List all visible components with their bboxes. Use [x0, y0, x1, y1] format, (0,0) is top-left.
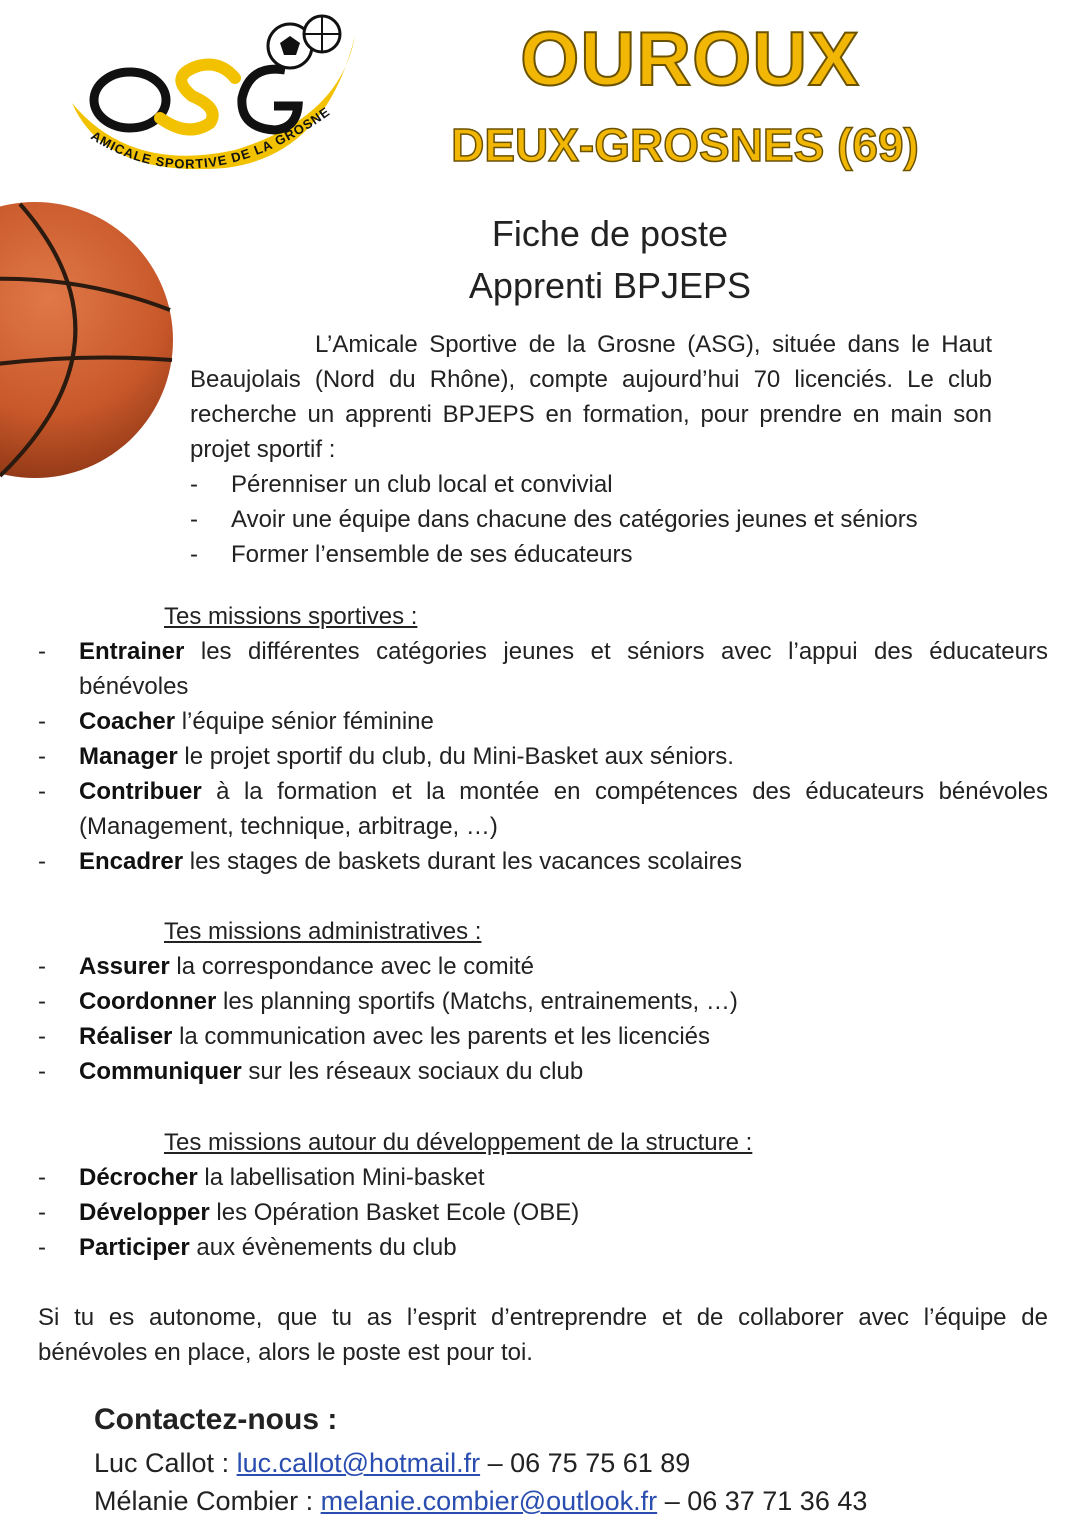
- mission-text: la labellisation Mini-basket: [197, 1164, 485, 1191]
- development-missions-list: [38, 1160, 1048, 1265]
- contact-block: [94, 1400, 994, 1520]
- mission-text: la correspondance avec le comité: [169, 953, 534, 980]
- bullet-dash: -: [38, 988, 46, 1015]
- section-title: Tes missions administratives :: [164, 918, 482, 945]
- bullet-dash: -: [190, 506, 198, 533]
- mission-verb: Coacher: [79, 708, 176, 735]
- mission-verb: Assurer: [79, 953, 170, 980]
- mission-verb: Réaliser: [79, 1023, 173, 1050]
- mission-text: l’équipe sénior féminine: [175, 708, 434, 735]
- mission-verb: Encadrer: [79, 848, 184, 875]
- list-item: [38, 739, 1048, 774]
- list-item: [38, 1230, 1048, 1265]
- mission-verb: Participer: [79, 1234, 190, 1261]
- closing-paragraph: Si tu es autonome, que tu as l’esprit d’entreprendre et de collaborer avec l’équipe de bénévoles en place, alors le poste est pour toi.: [38, 1304, 1048, 1366]
- bullet-dash: -: [38, 1164, 46, 1191]
- bullet-dash: -: [38, 1058, 46, 1085]
- list-item: - Pérenniser un club local et convivial: [190, 467, 992, 502]
- list-item: [38, 1195, 1048, 1230]
- mission-text: les Opération Basket Ecole (OBE): [209, 1199, 580, 1226]
- email-link[interactable]: melanie.combier@outlook.fr: [320, 1486, 658, 1516]
- mission-text: aux évènements du club: [189, 1234, 457, 1261]
- list-item: [38, 634, 1048, 704]
- list-item: - Former l’ensemble de ses éducateurs: [190, 537, 992, 572]
- email-link[interactable]: luc.callot@hotmail.fr: [236, 1448, 481, 1478]
- mission-text: la communication avec les parents et les licenciés: [172, 1023, 710, 1050]
- list-item: [38, 1019, 1048, 1054]
- list-item: [38, 844, 1048, 879]
- admin-missions-section: [38, 914, 1048, 1089]
- list-item: [38, 704, 1048, 739]
- list-item: [38, 1054, 1048, 1089]
- list-item: [38, 774, 1048, 844]
- job-title-heading: Apprenti BPJEPS: [468, 265, 752, 306]
- bullet-dash: -: [38, 638, 46, 665]
- bullet-dash: -: [38, 1234, 46, 1261]
- mission-verb: Entrainer: [79, 638, 185, 665]
- contact-phone: – 06 37 71 36 43: [664, 1486, 868, 1516]
- page-title: OUROUX: [520, 17, 860, 102]
- mission-verb: Manager: [79, 743, 178, 770]
- bullet-dash: -: [190, 541, 198, 568]
- contact-line: [94, 1444, 994, 1482]
- logo-letter-g: [242, 69, 298, 130]
- list-item: [38, 1160, 1048, 1195]
- bullet-dash: -: [38, 1023, 46, 1050]
- mission-text: à la formation et la montée en compétences des éducateurs bénévoles (Management, technique, arbitrage, …): [79, 778, 1048, 840]
- intro-paragraph: L’Amicale Sportive de la Grosne (ASG), située dans le Haut Beaujolais (Nord du Rhône), compte aujourd’hui 70 licenciés. Le club recherche un apprenti BPJEPS en formation, pour prendre en main son projet sportif :: [190, 331, 992, 463]
- contact-phone: – 06 75 75 61 89: [487, 1448, 691, 1478]
- intro-block: [190, 327, 992, 572]
- list-item: [38, 984, 1048, 1019]
- bullet-dash: -: [38, 1199, 46, 1226]
- development-missions-section: [38, 1125, 1048, 1265]
- sports-missions-list: [38, 634, 1048, 879]
- sports-missions-section: [38, 599, 1048, 879]
- mission-verb: Développer: [79, 1199, 210, 1226]
- asg-logo: [60, 8, 360, 193]
- bullet-dash: -: [190, 471, 198, 498]
- mission-verb: Communiquer: [79, 1058, 242, 1085]
- section-title: Tes missions autour du développement de la structure :: [164, 1129, 753, 1156]
- mission-verb: Contribuer: [79, 778, 202, 805]
- bullet-dash: -: [38, 743, 46, 770]
- logo-caption: AMICALE SPORTIVE DE LA GROSNE: [88, 103, 333, 172]
- goals-list: [190, 467, 992, 572]
- bullet-dash: -: [38, 708, 46, 735]
- contact-name: Luc Callot :: [94, 1448, 230, 1478]
- basketball-small-icon: [304, 16, 340, 52]
- job-sheet-heading: Fiche de poste: [491, 213, 729, 254]
- mission-verb: Décrocher: [79, 1164, 198, 1191]
- bullet-dash: -: [38, 953, 46, 980]
- basketball-icon: [0, 200, 175, 480]
- mission-text: les planning sportifs (Matchs, entrainements, …): [216, 988, 738, 1015]
- contact-name: Mélanie Combier :: [94, 1486, 314, 1516]
- mission-verb: Coordonner: [79, 988, 217, 1015]
- contact-line: [94, 1482, 994, 1520]
- section-title: Tes missions sportives :: [164, 603, 418, 630]
- admin-missions-list: [38, 949, 1048, 1089]
- contact-title: Contactez-nous :: [94, 1403, 338, 1436]
- mission-text: les différentes catégories jeunes et séniors avec l’appui des éducateurs bénévoles: [79, 638, 1048, 700]
- bullet-dash: -: [38, 778, 46, 805]
- logo-letter-s: [160, 65, 235, 130]
- mission-text: sur les réseaux sociaux du club: [241, 1058, 584, 1085]
- mission-text: les stages de baskets durant les vacances scolaires: [183, 848, 743, 875]
- page-subtitle: DEUX-GROSNES (69): [451, 119, 919, 171]
- list-item: [38, 949, 1048, 984]
- bullet-dash: -: [38, 848, 46, 875]
- mission-text: le projet sportif du club, du Mini-Basket aux séniors.: [177, 743, 734, 770]
- list-item: - Avoir une équipe dans chacune des catégories jeunes et séniors: [190, 502, 992, 537]
